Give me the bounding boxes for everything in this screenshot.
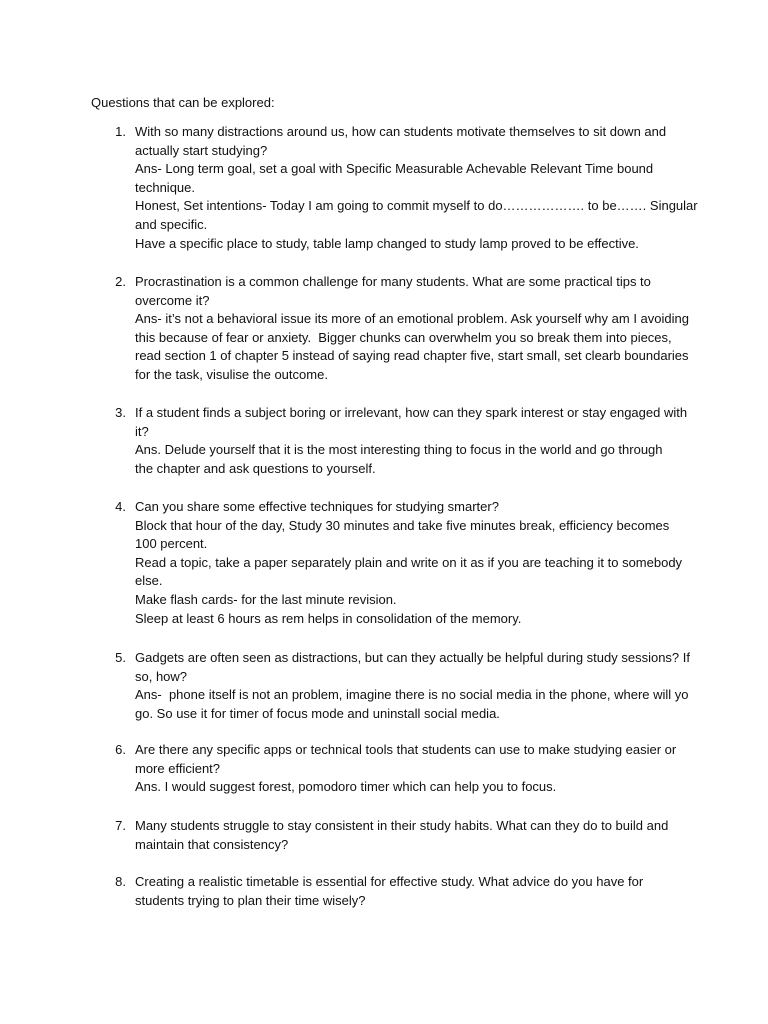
text-line: Sleep at least 6 hours as rem helps in consolidation of the memory. <box>135 610 522 626</box>
text-line: Gadgets are often seen as distractions, but can they actually be helpful during study sessions? If <box>135 650 690 665</box>
list-item-number: 4. <box>115 499 126 514</box>
text-line: Ans. Delude yourself that it is the most interesting thing to focus in the world and go through <box>135 442 663 458</box>
text-line: Are there any specific apps or technical tools that students can use to make studying easier or <box>135 742 677 757</box>
list-item-number: 7. <box>115 818 126 833</box>
text-line: 100 percent. <box>135 536 208 552</box>
text-line: Ans- phone itself is not an problem, imagine there is no social media in the phone, where will yo <box>135 687 689 703</box>
text-line: technique. <box>135 179 195 195</box>
text-line: Honest, Set intentions- Today I am going to commit myself to do………………. to be……. Singular <box>135 198 698 214</box>
list-item-text <box>135 404 695 478</box>
list-item-text <box>135 123 698 253</box>
text-line: for the task, visulise the outcome. <box>135 366 328 382</box>
text-line: go. So use it for timer of focus mode and uninstall social media. <box>135 705 500 721</box>
list-item-number: 1. <box>115 124 126 139</box>
document-heading: Questions that can be explored: <box>91 95 275 110</box>
text-line: it? <box>135 423 149 439</box>
list-item-text <box>135 649 695 723</box>
text-line: actually start studying? <box>135 142 268 158</box>
text-line: Make flash cards- for the last minute revision. <box>135 591 397 607</box>
text-line: Many students struggle to stay consistent in their study habits. What can they do to build and <box>135 818 669 833</box>
text-line: Ans. I would suggest forest, pomodoro timer which can help you to focus. <box>135 779 557 795</box>
text-line: If a student finds a subject boring or irrelevant, how can they spark interest or stay engaged with <box>135 405 688 420</box>
list-item-number: 8. <box>115 874 126 889</box>
text-line: so, how? <box>135 668 188 684</box>
text-line: Ans- Long term goal, set a goal with Specific Measurable Achevable Relevant Time bound <box>135 161 654 177</box>
list-item-text <box>135 873 695 910</box>
list-item-text <box>135 741 695 797</box>
list-item-number: 3. <box>115 405 126 420</box>
text-line: Block that hour of the day, Study 30 minutes and take five minutes break, efficiency becomes <box>135 517 670 533</box>
list-item-text <box>135 498 695 628</box>
text-line: Ans- it’s not a behavioral issue its more of an emotional problem. Ask yourself why am I avoiding <box>135 311 689 327</box>
list-item-text <box>135 817 695 854</box>
list-item-number: 5. <box>115 650 126 665</box>
list-item-number: 6. <box>115 742 126 757</box>
text-line: Have a specific place to study, table lamp changed to study lamp proved to be effective. <box>135 235 639 251</box>
text-line: students trying to plan their time wisely? <box>135 892 366 908</box>
text-line: maintain that consistency? <box>135 836 289 852</box>
text-line: read section 1 of chapter 5 instead of saying read chapter five, start small, set clearb boundaries <box>135 348 689 364</box>
text-line: overcome it? <box>135 292 210 308</box>
text-line: Creating a realistic timetable is essential for effective study. What advice do you have for <box>135 874 644 889</box>
text-line: Read a topic, take a paper separately plain and write on it as if you are teaching it to somebody <box>135 554 683 570</box>
text-line: this because of fear or anxiety. Bigger chunks can overwhelm you so break them into pieces, <box>135 329 672 345</box>
list-item-text <box>135 273 695 385</box>
text-line: the chapter and ask questions to yourself. <box>135 460 376 476</box>
text-line: and specific. <box>135 216 208 232</box>
list-item-number: 2. <box>115 274 126 289</box>
text-line: more efficient? <box>135 760 221 776</box>
text-line: Can you share some effective techniques for studying smarter? <box>135 499 499 514</box>
text-line: Procrastination is a common challenge for many students. What are some practical tips to <box>135 274 651 289</box>
text-line: With so many distractions around us, how can students motivate themselves to sit down and <box>135 124 667 139</box>
text-line: else. <box>135 573 163 589</box>
